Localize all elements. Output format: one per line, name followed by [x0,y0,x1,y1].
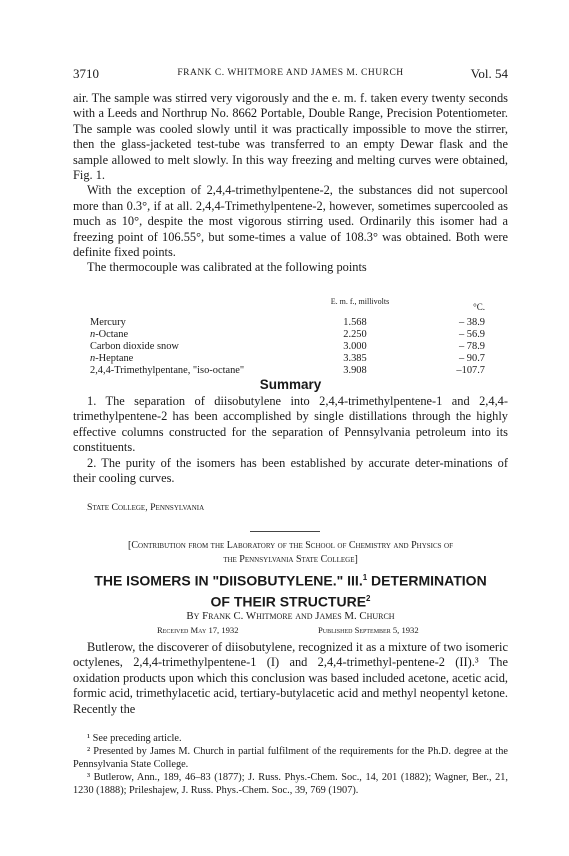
running-head [73,66,508,82]
paragraph-supercooling: With the exception of 2,4,4-trimethylpentene-2, the substances did not supercool more than 0.3°, if at all. 2,4,4-Trimethylpentene-2, however, sometimes supercooled as much as 10°, despite the most vigorous stirring used. Ordinarily this isomer had a freezing point of 106.55°, but some-times a value of 108.3° was obtained. Both were definite fixed points. [73,183,508,260]
table-cell-temp: – 38.9 [459,317,485,328]
contribution-line-2: the Pennsylvania State College] [223,554,358,565]
summary-item-1: 1. The separation of diisobutylene into 2,4,4-trimethylpentene-1 and 2,4,4-trimethylpentene-2 has been accomplished by single distillations through the highly effective columns constructed for the separation of Pennsylvania petroleum into its constituents. [73,394,508,455]
volume-label: Vol. 54 [470,66,508,81]
running-title: FRANK C. WHITMORE AND JAMES M. CHURCH [177,68,404,78]
contribution-note [73,539,508,567]
table-cell-emf: 3.908 [343,365,367,376]
contribution-line-1: [Contribution from the Laboratory of the School of Chemistry and Physics of [128,540,453,551]
article-title-line-1: THE ISOMERS IN "DIISOBUTYLENE." III.$^1$ DETERMINATION [94,572,487,589]
paragraph-calibration: The thermocouple was calibrated at the following points [87,260,367,275]
byline: By Frank C. Whitmore and James M. Church [186,610,395,622]
footnote-1: ¹ See preceding article. [87,733,182,744]
article-intro [73,640,508,717]
table-header-temp: °C. [473,302,485,312]
table-row [90,365,510,377]
summary-item-2: 2. The purity of the isomers has been established by accurate deter-minations of their cooling curves. [73,455,508,486]
page-number: 3710 [73,66,99,81]
paragraph-continued: air. The sample was stirred very vigorously and the e. m. f. taken every twenty seconds with a Leeds and Northrup No. 8662 Portable, Double Range, Precision Potentiometer. The sample was cooled slowly until it was practically impossible to move the stirrer, then the glass-jacketed test-tube was transferred to an empty Dewar flask and the sample allowed to melt slowly. In this way freezing and melting curves were obtained, Fig. 1. [73,91,508,183]
calibration-table [90,297,510,377]
article-paragraph: Butlerow, the discoverer of diisobutylene, recognized it as a mixture of two isomeric octylenes, 2,4,4-trimethylpentene-1 (I) and 2,4,4-trimethyl-pentene-2 (II).³ The oxidation products upon which this conclusion was based included acetone, acetic acid, formic acid, trimethylacetic acid, tertiary-butylacetic acid and methyl neopentyl ketone. Recently the [73,640,508,716]
intro-text [73,91,508,276]
table-cell-temp: –107.7 [456,365,485,376]
summary-text [73,394,508,486]
article-title-line-2: OF THEIR STRUCTURE$^2$ [210,593,371,610]
summary-heading: Summary [259,377,322,392]
section-divider [250,531,320,532]
footnotes [73,732,508,797]
table-row [90,341,510,353]
table-cell-emf: 1.568 [343,317,367,328]
received-date: Received May 17, 1932 [157,625,239,635]
footnote-3: ³ Butlerow, Ann., 189, 46–83 (1877); J. Russ. Phys.-Chem. Soc., 14, 201 (1882); Wagner, Ber., 21, 1230 (1888); Prileshajew, J. Russ. Phys.-Chem. Soc., 39, 769 (1907). [73,772,508,796]
table-row [90,353,510,365]
table-cell-temp: – 78.9 [459,341,485,352]
table-cell-emf: 3.385 [343,353,367,364]
table-cell-emf: 3.000 [343,341,367,352]
table-row [90,329,510,341]
table-row [90,317,510,329]
table-cell-substance: Mercury [90,317,126,328]
published-date: Published September 5, 1932 [318,625,419,635]
table-cell-substance: 2,4,4-Trimethylpentane, "iso-octane" [90,365,245,376]
footnote-2: ² Presented by James M. Church in partial fulfilment of the requirements for the Ph.D. degree at the Pennsylvania State College. [73,746,508,770]
location-line: State College, Pennsylvania [87,502,205,513]
article-title [73,569,508,610]
table-header-emf: E. m. f., millivolts [330,297,390,306]
table-cell-substance: n-Heptane [90,353,134,364]
table-cell-substance: Carbon dioxide snow [90,341,179,352]
table-header [90,297,510,317]
table-cell-temp: – 90.7 [459,353,485,364]
table-cell-substance: n-Octane [90,329,129,340]
table-cell-temp: – 56.9 [459,329,485,340]
table-cell-emf: 2.250 [343,329,367,340]
